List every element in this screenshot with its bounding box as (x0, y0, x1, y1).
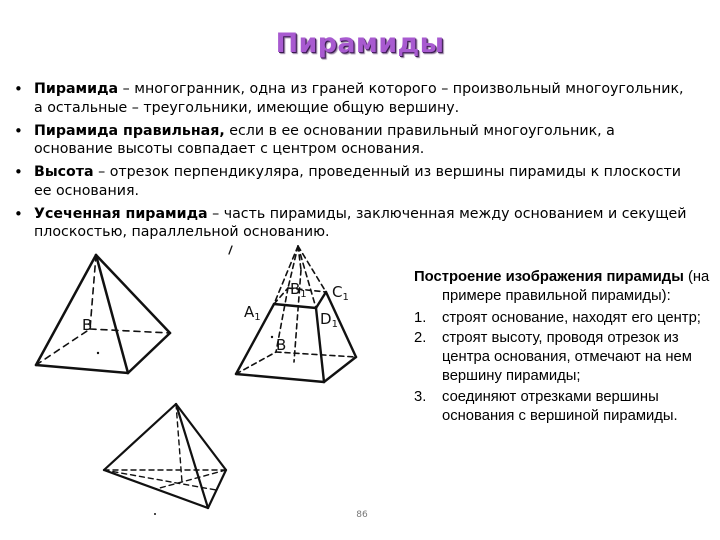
pyramid-label-b: B (82, 316, 93, 334)
step-number: 1. (414, 309, 427, 326)
definition-regular-pyramid (14, 122, 694, 159)
bullet-icon: • (14, 204, 23, 223)
step-item (414, 329, 714, 385)
step-number: 3. (414, 388, 427, 405)
heading-rest: (на примере правильной пирамиды): (442, 269, 710, 304)
heading-bold: Построение изображения пирамиды (414, 269, 684, 285)
term: Пирамида (34, 81, 119, 97)
page-title: Пирамиды (275, 28, 445, 59)
step-text: соединяют отрезками вершины основания с вершиной пирамиды. (442, 388, 678, 424)
definition-text: – отрезок перпендикуляра, проведенный из вершины пирамиды к плоскости ее основания. (34, 164, 682, 199)
term: Высота (34, 164, 94, 180)
construction-steps (414, 268, 714, 427)
term: Пирамида правильная, (34, 122, 225, 139)
page-number: 86 (356, 510, 368, 520)
definition-text: если в ее основании правильный многоугольник, а основание высоты совпадает с центром основания. (34, 122, 615, 157)
step-text: строят основание, находят его центр; (442, 309, 701, 326)
label-b-base: B (276, 336, 287, 354)
definition-height (14, 163, 694, 200)
bullet-icon: • (14, 80, 23, 98)
bullet-icon: • (14, 121, 23, 140)
definition-frustum (14, 205, 694, 242)
bullet-icon: • (14, 163, 23, 181)
construction-heading (414, 268, 714, 306)
frustum-figure (226, 242, 416, 392)
label-a1: $A_1$ (244, 303, 261, 323)
step-text: строят высоту, проводя отрезок из центра основания, отмечают на нем вершину пирамиды; (442, 330, 692, 384)
pyramid-figure (28, 245, 188, 380)
label-c1: $C_1$ (332, 283, 349, 303)
tetrahedron-figure (98, 400, 238, 518)
step-item (414, 388, 714, 426)
definition-text: – многогранник, одна из граней которого – произвольный многоугольник, а остальные – треугольники, имеющие общую вершину. (34, 81, 684, 116)
label-b1: $B_1$ (290, 280, 307, 300)
definition-pyramid (14, 80, 694, 117)
steps-list (414, 309, 714, 426)
term: Усеченная пирамида (34, 205, 208, 222)
definition-text: – часть пирамиды, заключенная между основанием и секущей плоскостью, параллельной основанию. (34, 205, 687, 240)
step-number: 2. (414, 330, 427, 347)
label-d1: $D_1$ (320, 310, 338, 330)
step-item (414, 309, 714, 328)
definitions-list (14, 80, 694, 246)
